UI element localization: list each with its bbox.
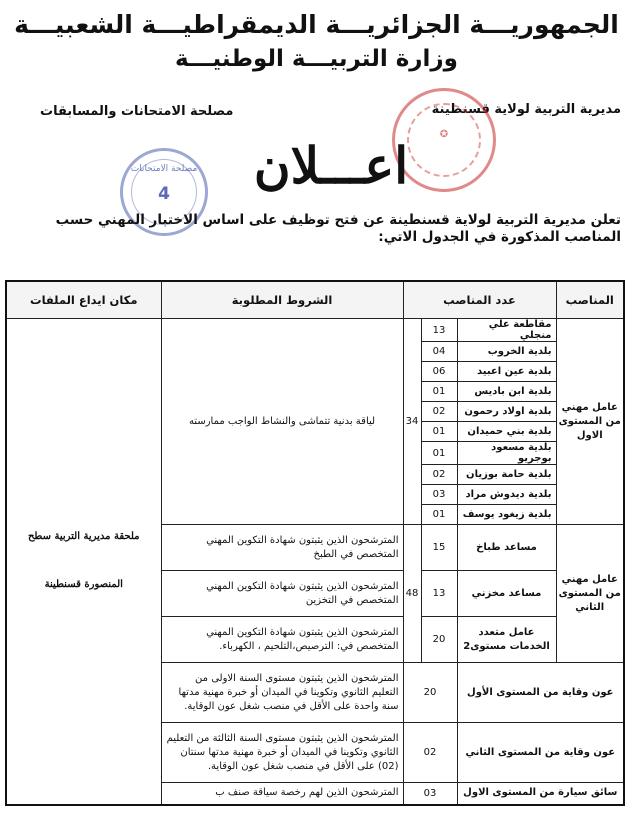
muni-name: بلدية ابن باديس bbox=[457, 382, 556, 402]
official-seal: ✪ bbox=[392, 88, 496, 192]
other-post-count: 03 bbox=[403, 783, 457, 805]
muni-count: 04 bbox=[421, 342, 457, 362]
republic-heading: الجمهوريـــة الجزائريـــة الديمقراطيـــة الشعبيـــة bbox=[14, 10, 619, 39]
header-conditions: الشروط المطلوبة bbox=[161, 281, 403, 319]
sub-post-condition: المترشحون الذين يثبتون شهادة التكوين المهني المتخصص في: الترصيص،التلحيم ، الكهرباء. bbox=[161, 617, 403, 663]
group1-conditions: لياقة بدنية تتماشى والنشاط الواجب ممارسته bbox=[161, 319, 403, 525]
header-place: مكان ايداع الملفات bbox=[6, 281, 161, 319]
muni-name: بلدية ديدوش مراد bbox=[457, 485, 556, 505]
muni-count: 01 bbox=[421, 442, 457, 465]
muni-name: بلدية اولاد رحمون bbox=[457, 402, 556, 422]
header-posts: المناصب bbox=[556, 281, 624, 319]
muni-count: 03 bbox=[421, 485, 457, 505]
muni-name: بلدية الخروب bbox=[457, 342, 556, 362]
muni-name: بلدية عين اعبيد bbox=[457, 362, 556, 382]
sub-post-count: 15 bbox=[421, 525, 457, 571]
muni-count: 01 bbox=[421, 382, 457, 402]
other-post-count: 20 bbox=[403, 663, 457, 723]
muni-name: بلدية بني حميدان bbox=[457, 422, 556, 442]
stamp-number: 4 bbox=[158, 184, 170, 204]
muni-count: 13 bbox=[421, 319, 457, 342]
table-row bbox=[6, 319, 624, 342]
announcement-title: اعـــلان bbox=[253, 136, 409, 195]
group1-post: عامل مهني من المستوى الاول bbox=[556, 319, 624, 525]
muni-name: بلدية زيغود يوسف bbox=[457, 505, 556, 525]
muni-count: 01 bbox=[421, 422, 457, 442]
muni-count: 02 bbox=[421, 465, 457, 485]
ministry-heading: وزارة التربيـــة الوطنيـــة bbox=[175, 46, 458, 72]
sub-post-name: مساعد طباخ bbox=[457, 525, 556, 571]
group2-post: عامل مهني من المستوى الثاني bbox=[556, 525, 624, 663]
other-post-condition: المترشحون الذين لهم رخصة سياقة صنف ب bbox=[161, 783, 403, 805]
directorate-label: مديرية التربية لولاية قسنطينة bbox=[431, 102, 621, 117]
other-post-count: 02 bbox=[403, 723, 457, 783]
intro-paragraph: تعلن مديرية التربية لولاية قسنطينة عن فتح توظيف على اساس الاختبار المهني حسب المناصب المذكورة في الجدول الاتي: bbox=[55, 212, 621, 245]
table-header-row bbox=[6, 281, 624, 319]
muni-count: 06 bbox=[421, 362, 457, 382]
other-post-name: سائق سيارة من المستوى الاول bbox=[457, 783, 624, 805]
positions-table bbox=[5, 280, 625, 806]
muni-count: 02 bbox=[421, 402, 457, 422]
group2-total: 48 bbox=[403, 525, 421, 663]
sub-post-condition: المترشحون الذين يثبتون شهادة التكوين المهني المتخصص في الطبخ bbox=[161, 525, 403, 571]
muni-name: بلدية مسعود بوجريو bbox=[457, 442, 556, 465]
sub-post-count: 20 bbox=[421, 617, 457, 663]
service-label: مصلحة الامتحانات والمسابقات bbox=[40, 104, 234, 119]
stamp-caption: مصلحة الامتحانات bbox=[130, 164, 198, 174]
group1-total: 34 bbox=[403, 319, 421, 525]
other-post-condition: المترشحون الذين يثبتون مستوى السنة الاولى من التعليم الثانوي وتكوينا في الميدان أو خبرة مهنية مدتها سنة واحدة على الأقل في منصب شغل عون الوقاية. bbox=[161, 663, 403, 723]
muni-count: 01 bbox=[421, 505, 457, 525]
filing-place: ملحقة مديرية التربية سطح المنصورة قسنطينة bbox=[6, 319, 161, 805]
other-post-name: عون وقاية من المستوى الأول bbox=[457, 663, 624, 723]
other-post-name: عون وقاية من المستوى الثاني bbox=[457, 723, 624, 783]
sub-post-name: عامل متعدد الخدمات مستوى2 bbox=[457, 617, 556, 663]
other-post-condition: المترشحون الذين يثبتون مستوى السنة الثالثة من التعليم الثانوي وتكوينا في الميدان أو خبرة مهنية مدتها سنتان (02) على الأقل في منصب شغل عون الوقاية. bbox=[161, 723, 403, 783]
muni-name: مقاطعة علي منجلي bbox=[457, 319, 556, 342]
sub-post-condition: المترشحون الذين يثبتون شهادة التكوين المهني المتخصص في التخزين bbox=[161, 571, 403, 617]
sub-post-name: مساعد مخزني bbox=[457, 571, 556, 617]
header-count: عدد المناصب bbox=[403, 281, 556, 319]
sub-post-count: 13 bbox=[421, 571, 457, 617]
muni-name: بلدية حامة بوزيان bbox=[457, 465, 556, 485]
